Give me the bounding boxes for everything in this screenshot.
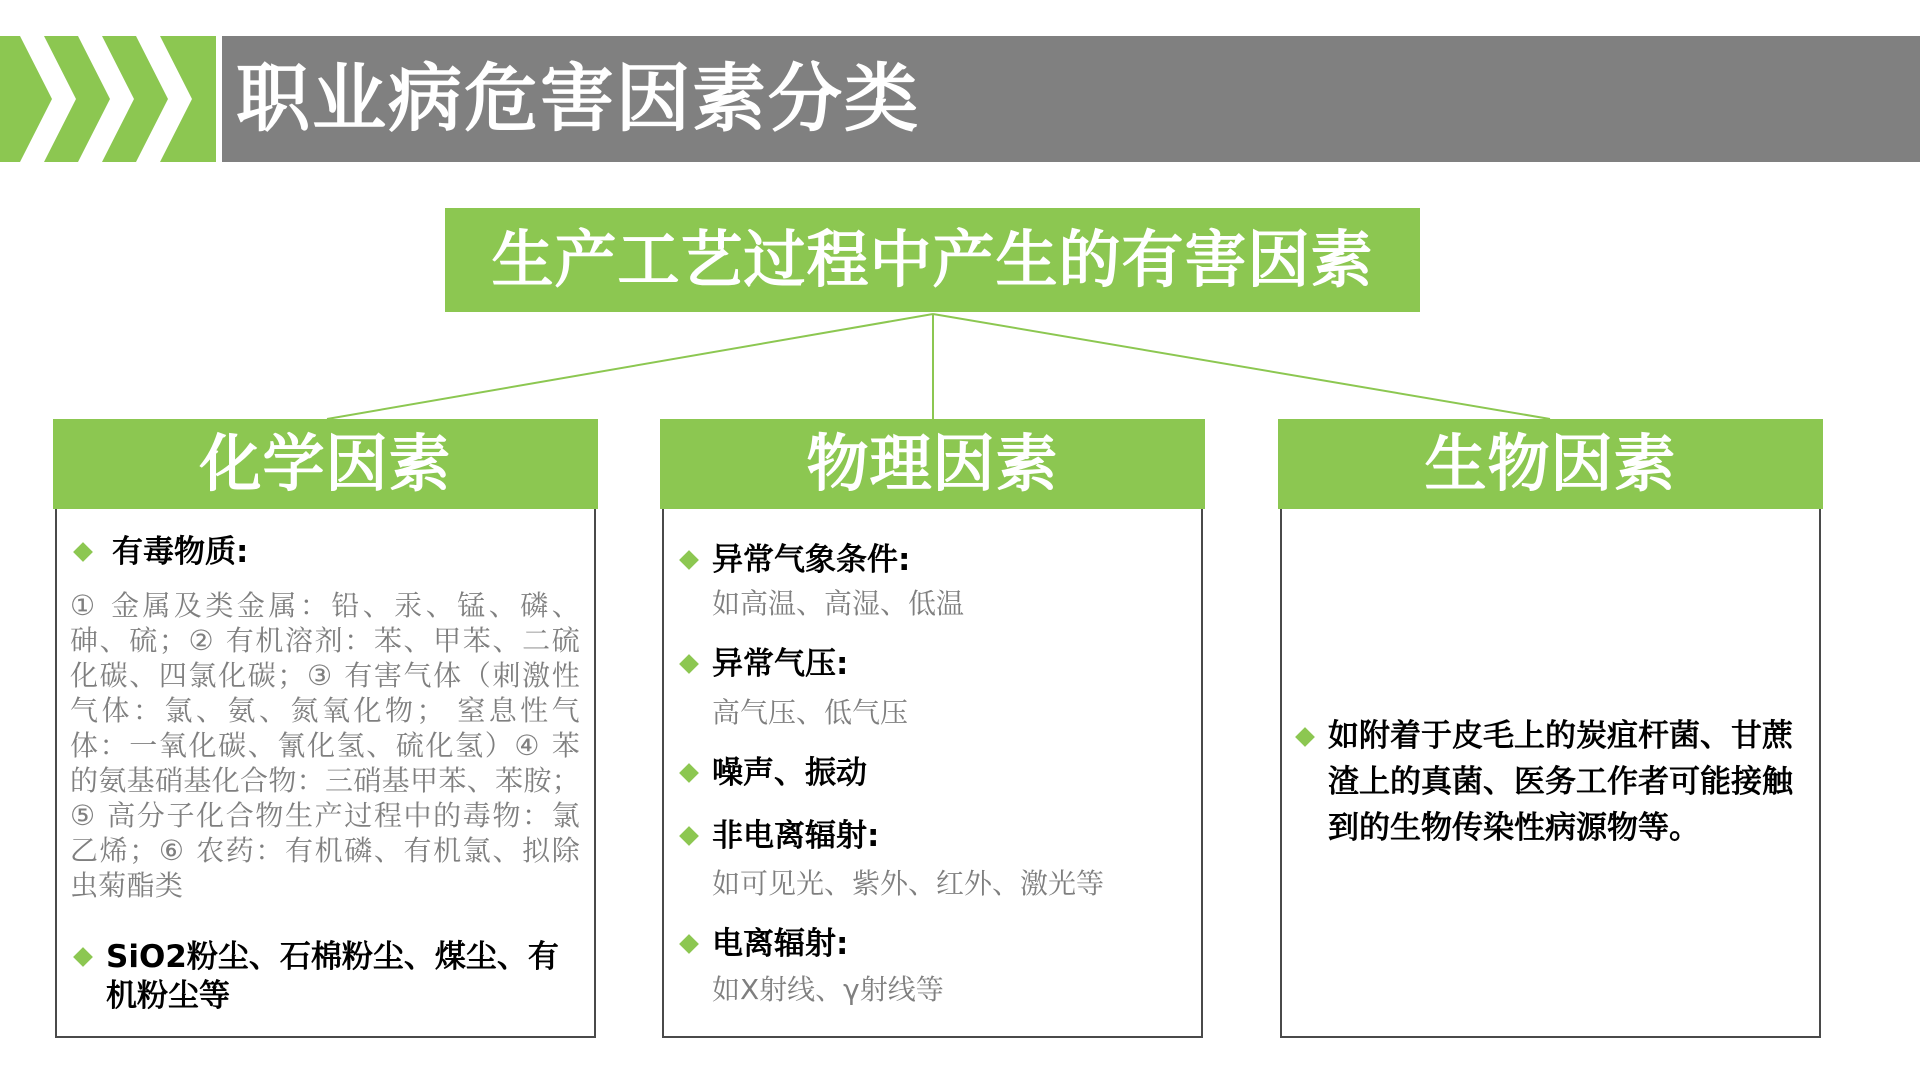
physical-header: 物理因素 xyxy=(660,419,1205,509)
diamond-bullet-icon xyxy=(73,947,93,967)
biological-bullet xyxy=(1290,713,1810,851)
chemical-header: 化学因素 xyxy=(53,419,598,509)
bullet-label: 如附着于皮毛上的炭疽杆菌、甘蔗渣上的真菌、医务工作者可能接触到的生物传染性病源物等。 xyxy=(1328,718,1793,846)
diamond-bullet-icon xyxy=(679,550,699,570)
physical-item xyxy=(674,645,1194,684)
diamond-bullet-icon xyxy=(73,542,93,562)
physical-item xyxy=(674,754,1194,793)
chemical-description: ① 金属及类金属：铅、汞、锰、磷、砷、硫；② 有机溶剂：苯、甲苯、二硫化碳、四氯化碳；③ 有害气体（刺激性气体：氯、氨、氮氧化物； 窒息性气体：一氧化碳、氰化氢、硫化氢）④ 苯的氨基硝基化合物：三硝基甲苯、苯胺；⑤ 高分子化合物生产过程中的毒物：氯乙烯；⑥ 农药：有机磷、有机氯、拟除虫菊酯类 xyxy=(70,589,580,902)
bullet-label: 电离辐射: xyxy=(712,926,849,962)
connector-biological xyxy=(933,314,1550,419)
bullet-label: 有毒物质: xyxy=(112,534,249,570)
title-separator xyxy=(216,36,222,162)
diamond-bullet-icon xyxy=(679,654,699,674)
bullet-label: 异常气压: xyxy=(712,646,849,682)
biological-header: 生物因素 xyxy=(1278,419,1823,509)
root-node: 生产工艺过程中产生的有害因素 xyxy=(445,208,1420,312)
page-title: 职业病危害因素分类 xyxy=(236,56,920,142)
chemical-bullet-dust xyxy=(68,938,588,1016)
diamond-bullet-icon xyxy=(679,826,699,846)
bullet-label: 非电离辐射: xyxy=(712,818,880,854)
physical-item xyxy=(674,925,1194,964)
physical-item-desc: 如高温、高湿、低温 xyxy=(712,587,965,620)
diamond-bullet-icon xyxy=(679,763,699,783)
chevron-arrows-icon xyxy=(0,36,216,162)
bullet-label: 异常气象条件: xyxy=(712,542,911,578)
diamond-bullet-icon xyxy=(1295,727,1315,747)
chemical-bullet-toxic xyxy=(68,533,588,572)
physical-item xyxy=(674,541,1194,580)
connector-chemical xyxy=(327,314,933,419)
bullet-label: 噪声、振动 xyxy=(712,755,867,791)
physical-item-desc: 如可见光、紫外、红外、激光等 xyxy=(712,867,1105,900)
physical-item-desc: 如X射线、γ射线等 xyxy=(712,973,944,1006)
physical-item xyxy=(674,817,1194,856)
diamond-bullet-icon xyxy=(679,934,699,954)
physical-item-desc: 高气压、低气压 xyxy=(712,696,909,729)
bullet-label: SiO2粉尘、石棉粉尘、煤尘、有机粉尘等 xyxy=(106,939,559,1014)
